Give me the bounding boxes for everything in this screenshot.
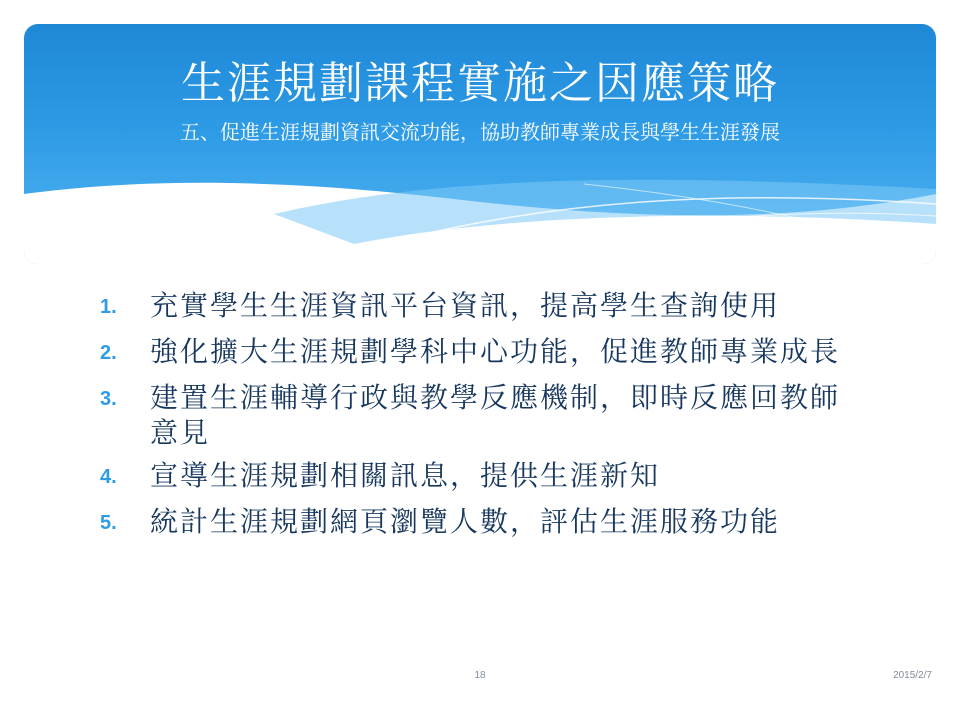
list-item bbox=[100, 288, 880, 326]
slide-subtitle: 五、促進生涯規劃資訊交流功能，協助教師專業成長與學生生涯發展 bbox=[180, 120, 780, 144]
list-item bbox=[100, 458, 880, 496]
strategy-list bbox=[100, 288, 880, 550]
list-item-text: 統計生涯規劃網頁瀏覽人數，評估生涯服務功能 bbox=[150, 505, 781, 538]
list-item bbox=[100, 380, 880, 450]
slide-title: 生涯規劃課程實施之因應策略 bbox=[181, 58, 779, 109]
list-item-number: 4. bbox=[100, 466, 117, 488]
page-number: 18 bbox=[474, 670, 486, 681]
list-item-text: 建置生涯輔導行政與教學反應機制，即時反應回教師意見 bbox=[150, 381, 841, 449]
list-item bbox=[100, 504, 880, 542]
list-item-number: 5. bbox=[100, 512, 117, 534]
list-item-number: 1. bbox=[100, 296, 117, 318]
list-item-text: 強化擴大生涯規劃學科中心功能，促進教師專業成長 bbox=[150, 335, 841, 368]
list-item-number: 2. bbox=[100, 342, 117, 364]
list-item-text: 充實學生生涯資訊平台資訊，提高學生查詢使用 bbox=[150, 289, 781, 322]
slide-date: 2015/2/7 bbox=[893, 670, 932, 681]
list-item-text: 宣導生涯規劃相關訊息，提供生涯新知 bbox=[150, 459, 661, 492]
list-item bbox=[100, 334, 880, 372]
list-item-number: 3. bbox=[100, 388, 117, 410]
